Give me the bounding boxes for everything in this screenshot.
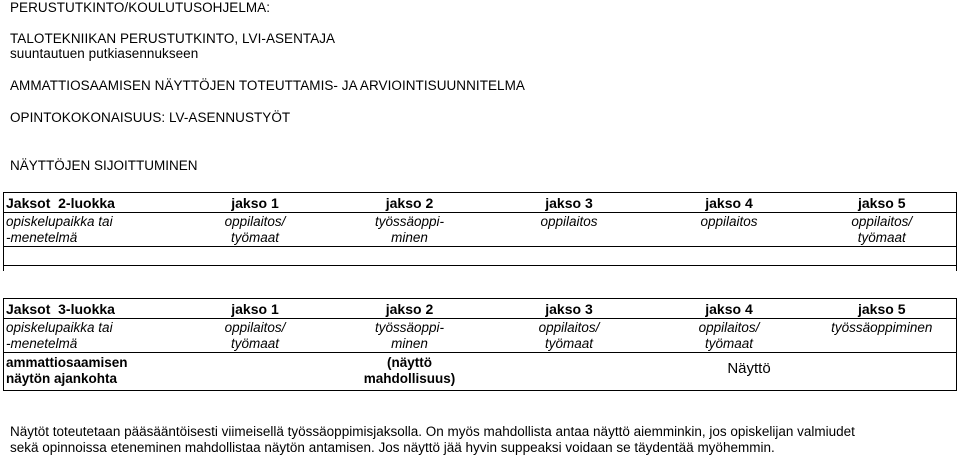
table-cell [488, 319, 651, 353]
table-header-row [4, 193, 957, 213]
cell-line: oppilaitos/ [224, 320, 286, 335]
header-cell: jakso 3 [488, 193, 651, 213]
cell-line: työmaat [544, 336, 594, 351]
placement-table-2nd-year [3, 192, 957, 271]
table-cell [488, 353, 651, 391]
header-cell: jakso 4 [651, 193, 808, 213]
cell-line: työssäoppi- [374, 214, 445, 229]
row-label-line: opiskelupaikka tai [6, 214, 113, 229]
header-cell: jakso 4 [651, 299, 808, 319]
header-cell: jakso 5 [808, 299, 957, 319]
row-label [4, 353, 179, 391]
cell-line: oppilaitos/ [538, 320, 600, 335]
header-cell: jakso 2 [332, 299, 488, 319]
table-cell [808, 353, 957, 391]
table-cell [332, 319, 488, 353]
placement-table-3rd-year [3, 298, 957, 391]
table-cell [179, 247, 332, 272]
table-cell [651, 247, 808, 272]
table-cell [332, 213, 488, 247]
header-cell: Jaksot 3-luokka [4, 299, 179, 319]
row-label [4, 319, 179, 353]
row-label-line: -menetelmä [6, 230, 78, 245]
table-row [4, 247, 957, 272]
degree-title: TALOTEKNIIKAN PERUSTUTKINTO, LVI-ASENTAJA [10, 31, 336, 46]
program-label: PERUSTUTKINTO/KOULUTUSOHJELMA: [10, 0, 271, 15]
table-cell [4, 247, 179, 272]
cell-line: työmaat [704, 336, 754, 351]
table-cell [808, 213, 957, 247]
degree-subtitle: suuntautuen putkiasennukseen [10, 46, 199, 61]
placement-title: NÄYTTÖJEN SIJOITTUMINEN [10, 158, 198, 173]
table-cell [332, 247, 488, 272]
table-cell [651, 319, 808, 353]
cell-line: oppilaitos/ [851, 214, 913, 229]
footer-note [10, 424, 855, 456]
header-cell: jakso 5 [808, 193, 957, 213]
cell-line: oppilaitos [540, 214, 598, 229]
header-cell: jakso 1 [179, 193, 332, 213]
table-bottom-border [3, 265, 956, 266]
module-title: OPINTOKOKONAISUUS: LV-ASENNUSTYÖT [10, 110, 291, 125]
cell-line: työmaat [857, 230, 906, 245]
table-cell [179, 213, 332, 247]
table-row [4, 353, 957, 391]
cell-line: minen [391, 230, 428, 245]
cell-line: (näyttö [387, 355, 432, 370]
cell-line: työssäoppiminen [831, 320, 933, 335]
header-cell: jakso 1 [179, 299, 332, 319]
table-header-row [4, 299, 957, 319]
table-cell [488, 213, 651, 247]
table-cell [179, 353, 332, 391]
header-cell: Jaksot 2-luokka [4, 193, 179, 213]
row-label-line: ammattiosaamisen [6, 355, 128, 370]
cell-line: työssäoppi- [374, 320, 445, 335]
header-cell: jakso 3 [488, 299, 651, 319]
cell-line: oppilaitos/ [698, 320, 760, 335]
table-cell [179, 319, 332, 353]
cell-line: oppilaitos [700, 214, 758, 229]
table-cell [808, 247, 957, 272]
table-cell [332, 353, 488, 391]
plan-title: AMMATTIOSAAMISEN NÄYTTÖJEN TOTEUTTAMIS- JA ARVIOINTISUUNNITELMA [10, 78, 525, 93]
cell-line: mahdollisuus) [363, 371, 456, 386]
header-cell: jakso 2 [332, 193, 488, 213]
row-label-line: -menetelmä [6, 336, 78, 351]
table-cell: Näyttö [651, 353, 808, 391]
row-label [4, 213, 179, 247]
table-cell [488, 247, 651, 272]
cell-line: oppilaitos/ [224, 214, 286, 229]
table-cell [808, 319, 957, 353]
footer-line: Näytöt toteutetaan pääsääntöisesti viimeisellä työssäoppimisjaksolla. On myös mahdollista antaa näyttö aiemminkin, jos opiskelijan valmiudet [10, 424, 855, 439]
table-row [4, 213, 957, 247]
table-cell [651, 213, 808, 247]
cell-line: minen [391, 336, 428, 351]
cell-line: työmaat [230, 230, 280, 245]
row-label-line: opiskelupaikka tai [6, 320, 113, 335]
cell-line: työmaat [230, 336, 280, 351]
footer-line: sekä opinnoissa eteneminen mahdollistaa näytön antamisen. Jos näyttö jää hyvin suppeaksi voidaan se täydentää myöhemmin. [10, 440, 775, 455]
row-label-line: näytön ajankohta [6, 371, 118, 386]
table-row [4, 319, 957, 353]
